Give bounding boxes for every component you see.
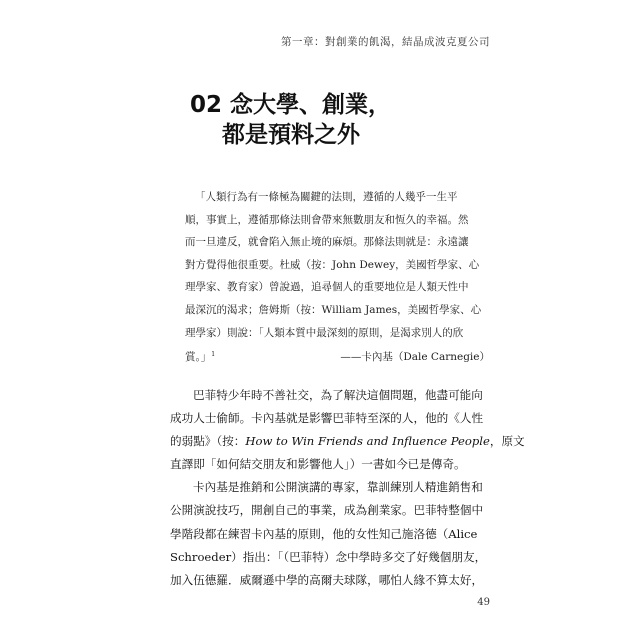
paragraph-line: 巴菲特少年時不善社交，為了解決這個問題，他盡可能向 (193, 388, 483, 402)
epigraph-line: 對方覺得他很重要。杜威（按：John Dewey，美國哲學家、心 (185, 258, 480, 271)
chapter-title (190, 90, 391, 150)
running-head: 第一章：對創業的飢渴，結晶成波克夏公司 (281, 36, 490, 48)
epigraph-line: 順，事實上，遵循那條法則會帶來無數朋友和恆久的幸福。然 (185, 213, 469, 226)
epigraph-attribution: ——卡內基（Dale Carnegie） (340, 351, 490, 363)
paragraph-line: 卡內基是推銷和公開演講的專家，靠訓練別人精進銷售和 (193, 480, 483, 495)
book-title-english: How to Win Friends and Influence People (245, 434, 490, 449)
paragraph-text: 的弱點》（按： (170, 434, 246, 449)
epigraph-line: 理學家）則說：「人類本質中最深刻的原則，是渴求別人的欣 (185, 326, 464, 339)
chapter-title-line-1: 02 念大學、創業， (190, 92, 392, 118)
paragraph-line: 加入伍德羅．威爾遜中學的高爾夫球隊，哪怕人緣不算太好， (170, 572, 484, 587)
paragraph-line (170, 430, 525, 453)
paragraph-line: 成功人士偷師。卡內基就是影響巴菲特至深的人，他的《人性 (170, 411, 484, 426)
epigraph-line: 理學家、教育家）曾說過，追尋個人的重要地位是人類天性中 (185, 281, 469, 294)
paragraph-line: 公開演說技巧，開創自己的事業，成為創業家。巴菲特整個中 (170, 503, 484, 518)
paragraph-line: 學階段都在練習卡內基的原則，他的女性知己施洛德（Alice (170, 526, 478, 541)
footnote-marker: 1 (211, 351, 216, 359)
paragraph-line: Schroeder）指出：「（巴菲特）念中學時多交了好幾個朋友， (170, 549, 487, 564)
epigraph-quote (185, 186, 490, 369)
chapter-title-line-2: 都是預料之外 (222, 122, 360, 148)
epigraph-line: 「人類行為有一條極為關鍵的法則，遵循的人幾乎一生平 (195, 191, 458, 203)
epigraph-line: 而一旦違反，就會陷入無止境的麻煩。那條法則就是：永遠讓 (185, 236, 469, 249)
page-number: 49 (477, 597, 490, 608)
paragraph-text: ，原文 (489, 434, 525, 449)
epigraph-line-text: 賞。」 (185, 351, 212, 364)
body-text (170, 384, 525, 592)
paragraph-line: 直譯即「如何結交朋友和影響他人」）一書如今已是傳奇。 (170, 457, 466, 472)
epigraph-line: 最深沉的渴求；詹姆斯（按：William James，美國哲學家、心 (185, 303, 482, 316)
